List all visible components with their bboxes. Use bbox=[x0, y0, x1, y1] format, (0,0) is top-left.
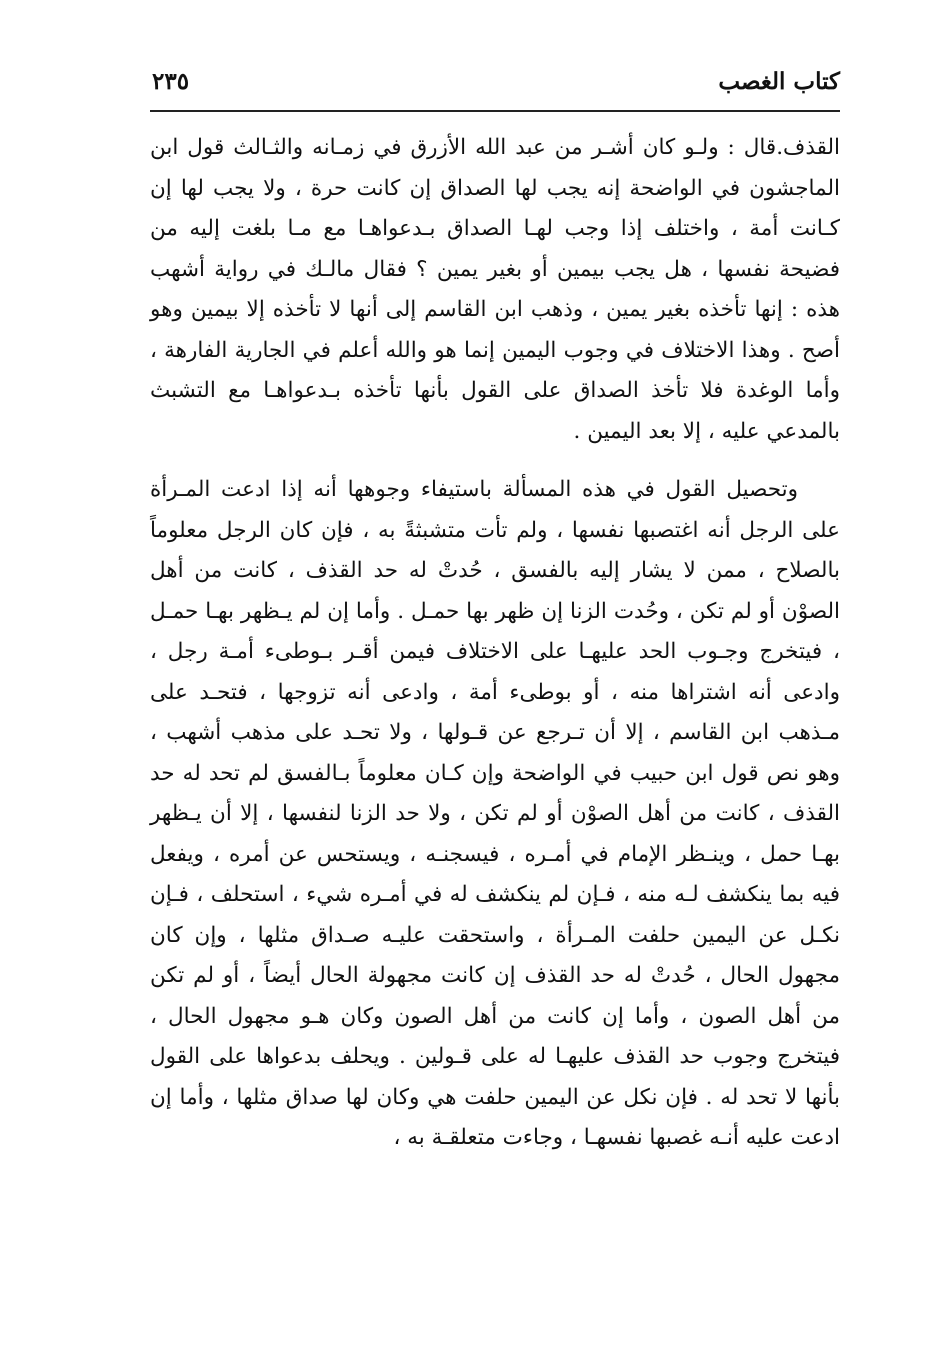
header-divider bbox=[150, 110, 840, 112]
paragraph-2: وتحصيل القول في هذه المسألة باستيفاء وجوهها أنه إذا ادعت المـرأة على الرجل أنه اغتصبها نفسها ، ولم تأت متشبثةً به ، فإن كان الرجل معلوماً بالصلاح ، ممن لا يشار إليه بالفسق ، حُدتْ له حد القذف ، كانت من أهل الصوْن أو لم تكن ، وحُدت الزنا إن ظهر بها حمـل . وأما إن لم يـظهر بهـا حمـل ، فيتخرج وجـوب الحد عليهـا على الاختلاف فيمن أقـر بـوطىء أمـة رجل ، وادعى أنه اشتراها منه ، أو بوطىء أمة ، وادعى أنه تزوجها ، فتحـد على مـذهب ابن القاسم ، إلا أن تـرجع عن قـولها ، ولا تحـد على مذهب أشهب ، وهو نص قول ابن حبيب في الواضحة وإن كـان معلوماً بـالفسق لم تحد له حد القذف ، كانت من أهل الصوْن أو لم تكن ، ولا حد الزنا لنفسها ، إلا أن يـظهر بهـا حمل ، وينـظر الإمام في أمـره ، فيسجنـه ، ويستحس عن أمره ، ويفعل فيه بما ينكشف لـه منه ، فـإن لم ينكشف له في أمـره شيء ، استحلف ، فـإن نكـل عن اليمين حلفت المـرأة ، واستحقت عليـه صـداق مثلها ، وإن كان مجهول الحال ، حُدتْ له حد القذف إن كانت مجهولة الحال أيضاً ، أو لم تكن من أهل الصون ، وأما إن كانت من أهل الصون وكان هـو مجهول الحال ، فيتخرج وجوب حد القذف عليهـا له على قـولين . ويحلف بدعواها على القول بأنها لا تحد له . فإن نكل عن اليمين حلفت هي وكان لها صداق مثلها ، وأما إن ادعت عليه أنـه غصبها نفسهـا ، وجاءت متعلقـة به ، bbox=[150, 477, 840, 1150]
body-text bbox=[150, 128, 840, 1159]
paragraph-1: القذف.قال : ولـو كان أشـر من عبد الله الأزرق في زمـانه والثـالث قول ابن الماجشون في الواضحة إنه يجب لها الصداق إن كانت حرة ، ولا يجب لها إن كـانت أمة ، واختلف إذا وجب لهـا الصداق بـدعواهـا مع مـا بلغت إليه من فضيحة نفسها ، هل يجب بيمين أو بغير يمين ؟ فقال مالـك في رواية أشهب هذه : إنها تأخذه بغير يمين ، وذهب ابن القاسم إلى أنها لا تأخذه إلا بيمين وهو أصح . وهذا الاختلاف في وجوب اليمين إنما هو والله أعلم في الجارية الفارهة ، وأما الوغدة فلا تأخذ الصداق على القول بأنها تأخذه بـدعواهـا مع التشبث بالمدعي عليه ، إلا بعد اليمين . bbox=[150, 135, 840, 444]
page-number: ٢٣٥ bbox=[152, 68, 190, 95]
page-header bbox=[150, 62, 840, 110]
chapter-title: كتاب الغصب bbox=[718, 68, 840, 95]
